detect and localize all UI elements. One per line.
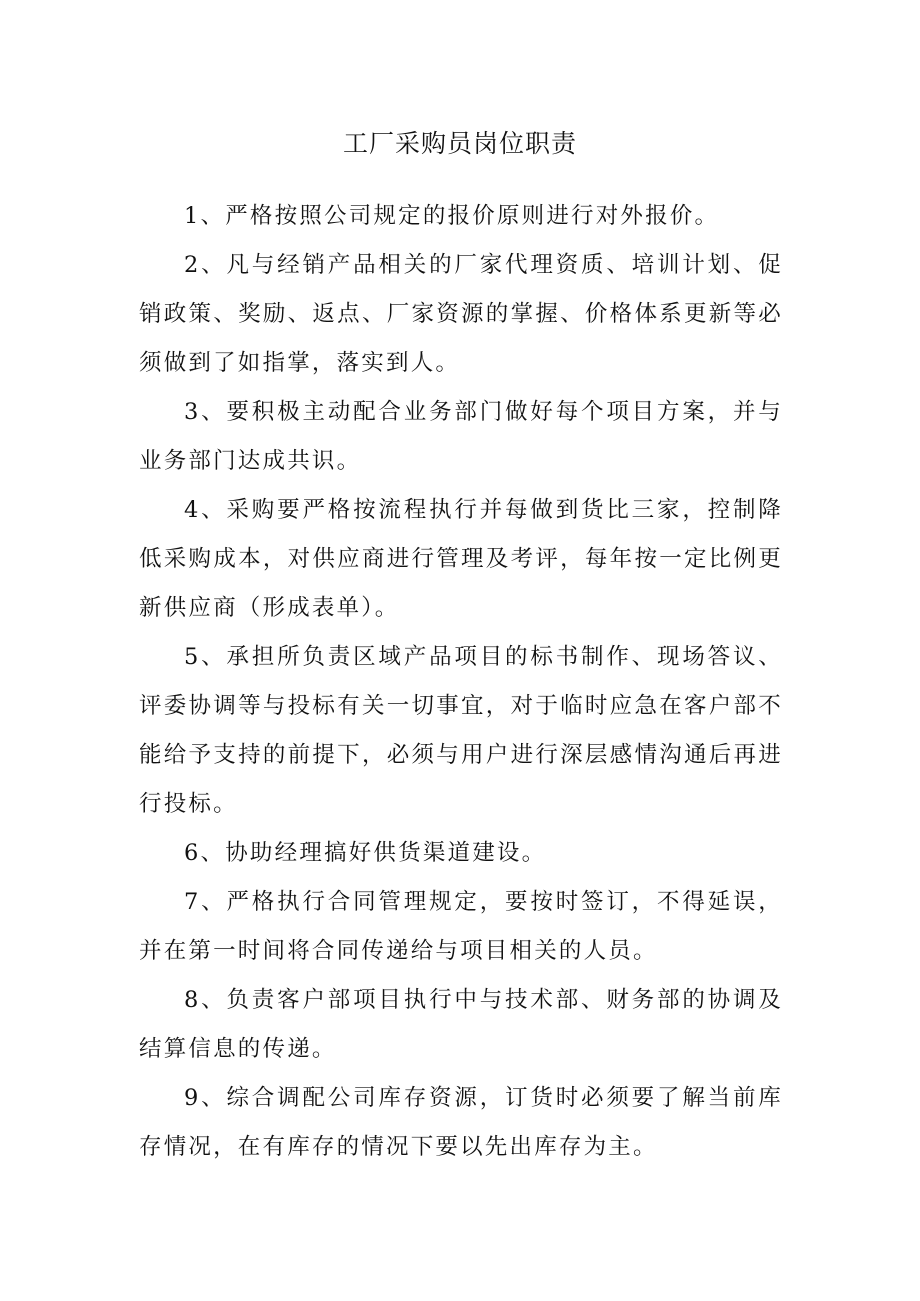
document-title: 工厂采购员岗位职责	[342, 129, 577, 158]
duty-item-2: 2、凡与经销产品相关的厂家代理资质、培训计划、促销政策、奖励、返点、厂家资源的掌握、价格体系更新等必须做到了如指掌，落实到人。	[139, 252, 783, 376]
duty-item-3: 3、要积极主动配合业务部门做好每个项目方案，并与业务部门达成共识。	[139, 399, 783, 474]
duty-item-5: 5、承担所负责区域产品项目的标书制作、现场答议、评委协调等与投标有关一切事宜，对于临时应急在客户部不能给予支持的前提下，必须与用户进行深层感情沟通后再进行投标。	[139, 644, 783, 817]
document-body	[139, 192, 783, 1172]
duty-item-4: 4、采购要严格按流程执行并每做到货比三家，控制降低采购成本，对供应商进行管理及考评，每年按一定比例更新供应商（形成表单）。	[139, 497, 783, 621]
duty-item-9: 9、综合调配公司库存资源，订货时必须要了解当前库存情况，在有库存的情况下要以先出库存为主。	[139, 1085, 783, 1160]
duty-item-7: 7、严格执行合同管理规定，要按时签订，不得延误，并在第一时间将合同传递给与项目相关的人员。	[139, 889, 783, 964]
duty-item-6: 6、协助经理搞好供货渠道建设。	[184, 840, 547, 866]
duty-item-1: 1、严格按照公司规定的报价原则进行对外报价。	[184, 203, 720, 229]
duty-item-8: 8、负责客户部项目执行中与技术部、财务部的协调及结算信息的传递。	[139, 987, 783, 1062]
